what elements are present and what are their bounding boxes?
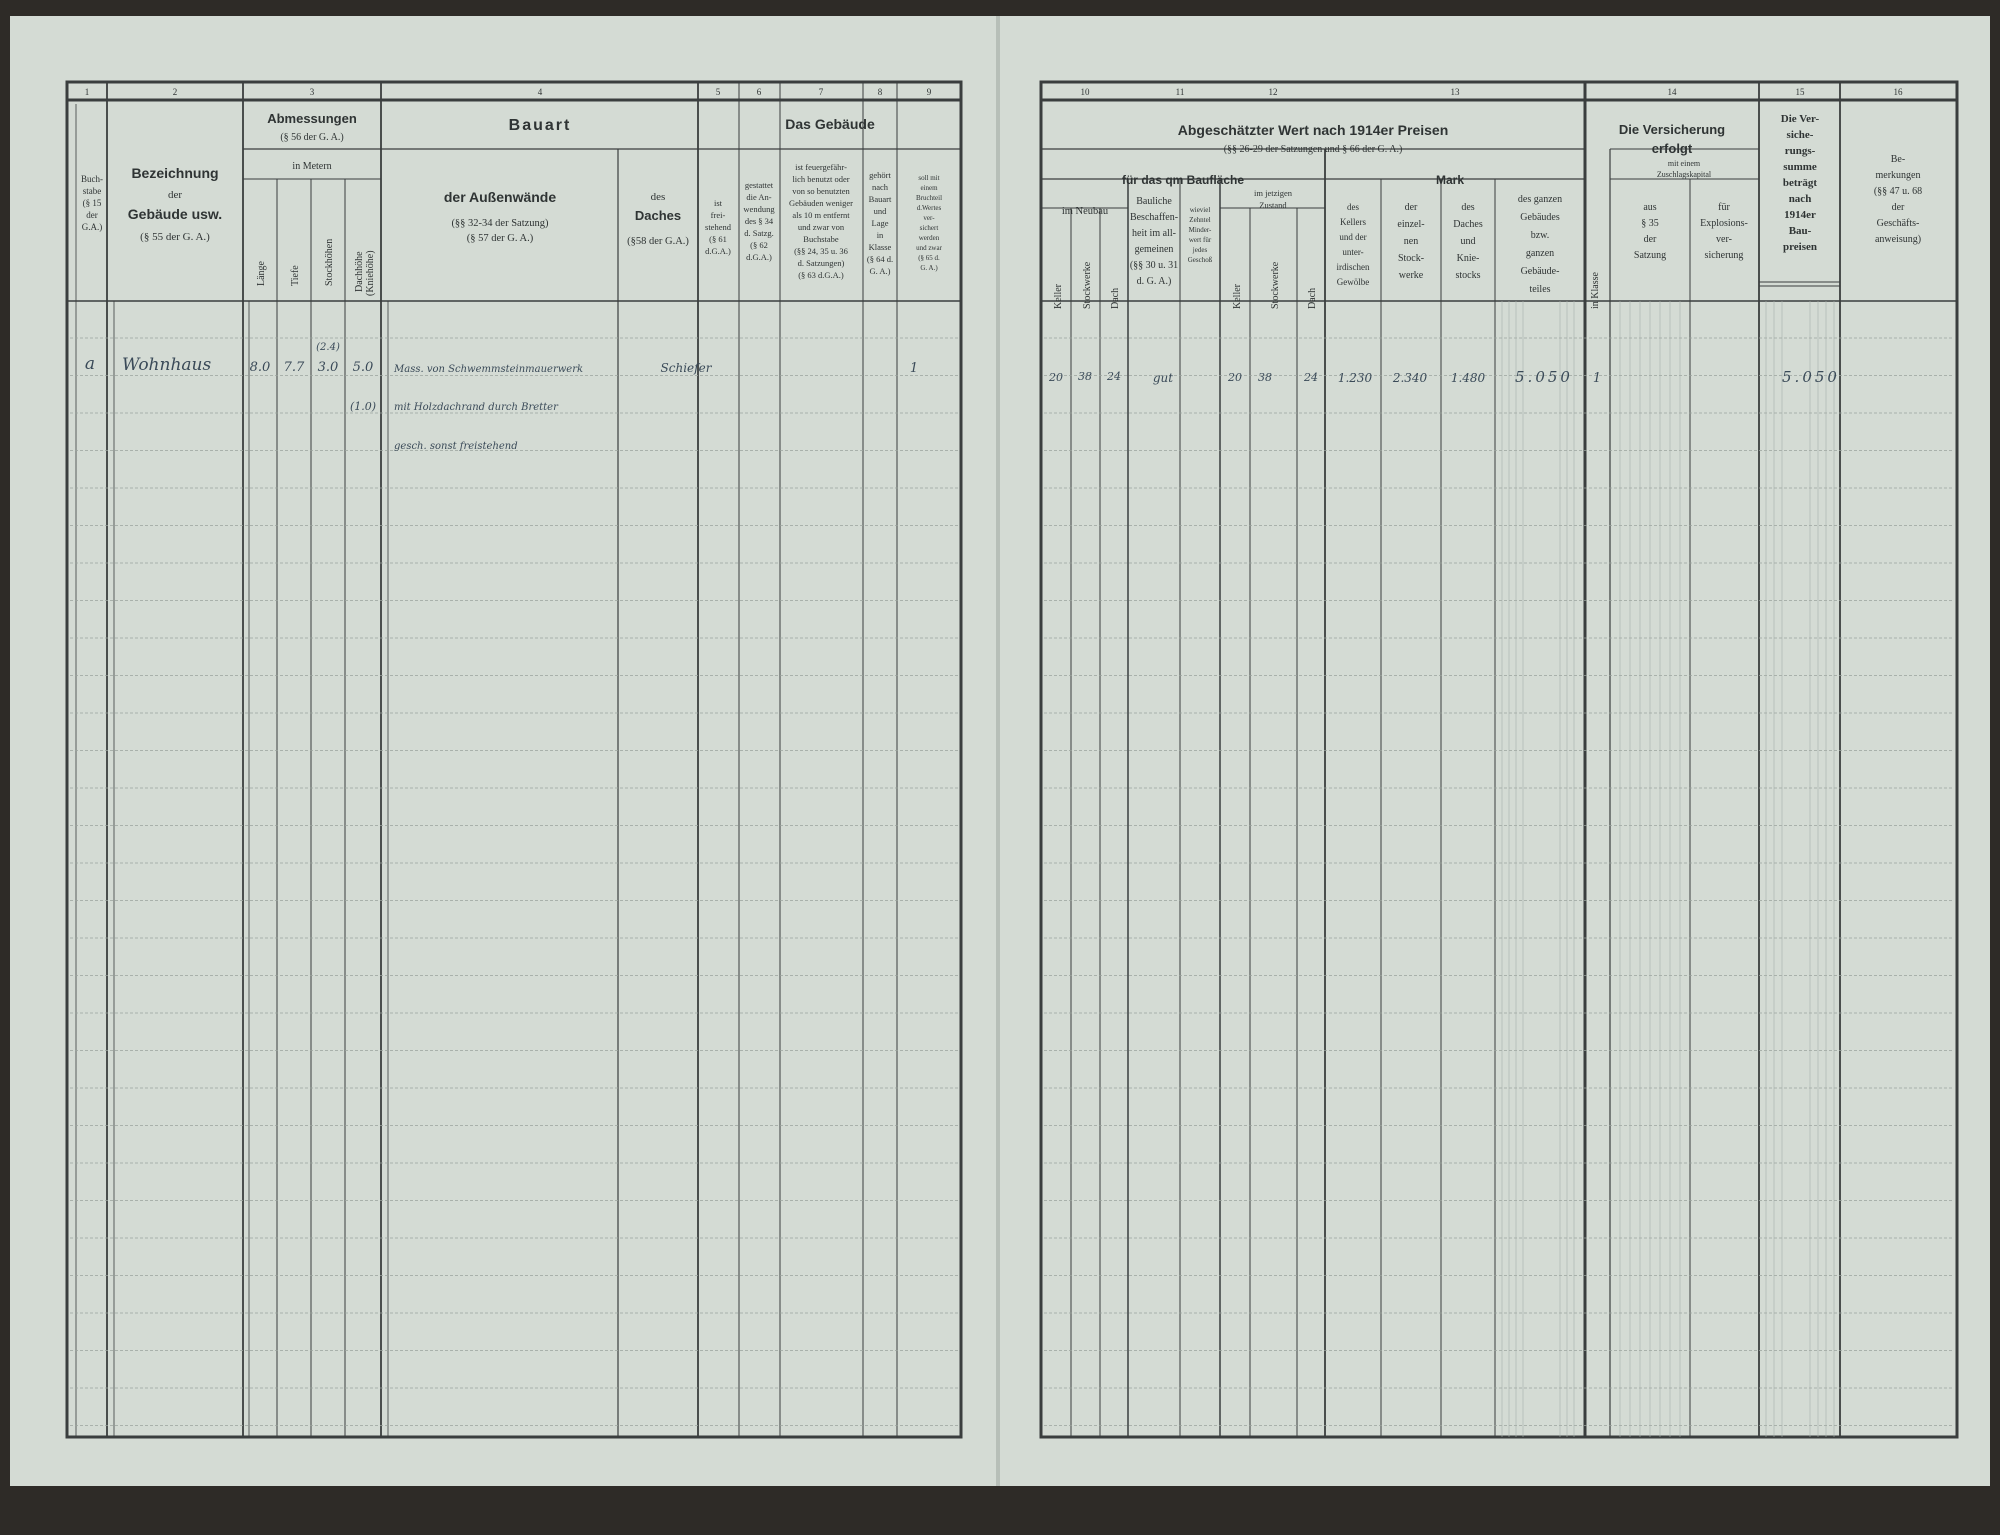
entry-summe: 5.050 xyxy=(1782,368,1840,386)
header-text: (§ 65 d. xyxy=(918,254,940,262)
entry-building-name: Wohnhaus xyxy=(122,355,212,375)
right-register-form xyxy=(1000,16,1990,1486)
header-text: d. Satzg. xyxy=(744,228,774,238)
entry-laenge: 8.0 xyxy=(249,360,271,375)
header-wert-dach xyxy=(1453,202,1483,281)
header-text: der xyxy=(1404,202,1418,213)
header-text: Gebäude- xyxy=(1520,266,1560,277)
column-numbers xyxy=(1081,87,1904,97)
left-page xyxy=(10,16,996,1486)
header-text: Explosions- xyxy=(1700,218,1748,229)
header-text: Dach xyxy=(1307,287,1318,309)
header-text: einem xyxy=(920,184,938,192)
left-register-form xyxy=(10,16,996,1486)
header-text: Die Ver- xyxy=(1780,113,1820,125)
col-number-16: 16 xyxy=(1893,87,1903,97)
header-text: Stockwerke xyxy=(1082,261,1093,309)
entry-wall-line: gesch. sonst freistehend xyxy=(394,441,518,452)
col-number-6: 6 xyxy=(756,87,762,97)
header-text: (§§ 30 u. 31 xyxy=(1129,260,1179,271)
header-text: und xyxy=(1460,236,1476,247)
header-text: in xyxy=(876,230,884,240)
header-text: werke xyxy=(1398,270,1424,281)
entry-neubau-dach: 24 xyxy=(1107,370,1121,383)
header-text: des xyxy=(1461,202,1475,213)
ruled-lines xyxy=(70,338,958,1426)
header-wert-stockwerke xyxy=(1397,202,1424,281)
header-text: wendung xyxy=(743,204,775,214)
entry-roof: Schiefer xyxy=(660,361,712,375)
entry-wall-line: Mass. von Schwemmsteinmauerwerk xyxy=(394,364,584,375)
col-number-12: 12 xyxy=(1268,87,1278,97)
col-number-8: 8 xyxy=(877,87,883,97)
header-text: des xyxy=(650,191,666,203)
header-text: sichert xyxy=(919,224,939,232)
header-text: G.A.) xyxy=(81,222,103,232)
header-text: Beschaffen- xyxy=(1129,212,1179,223)
header-text: (§ 56 der G. A.) xyxy=(280,132,344,143)
header-text: stabe xyxy=(82,186,102,196)
entry-neubau-stock: 38 xyxy=(1078,370,1092,383)
header-text: (§§ 26-29 der Satzungen und § 66 der G. A.) xyxy=(1223,144,1403,155)
header-text: ganzen xyxy=(1525,248,1555,259)
header-text: anweisung) xyxy=(1874,234,1922,245)
entry-wert-dach: 1.480 xyxy=(1450,371,1486,385)
header-text: und zwar xyxy=(916,244,942,252)
header-text: summe xyxy=(1783,161,1817,173)
header-text: nach xyxy=(871,182,889,192)
header-text: in Klasse xyxy=(1590,272,1601,309)
header-text: Dach xyxy=(1110,287,1121,309)
header-text: und der xyxy=(1339,232,1367,242)
header-text: Be- xyxy=(1890,154,1906,165)
header-text: (§§ 32-34 der Satzung) xyxy=(451,218,549,229)
header-text: G. A.) xyxy=(920,264,938,272)
header-text: und zwar von xyxy=(797,222,845,232)
entry-wall-line: mit Holzdachrand durch Bretter xyxy=(394,402,558,413)
column-numbers xyxy=(85,87,932,97)
header-das-gebaeude xyxy=(785,116,875,132)
header-text: lich benutzt oder xyxy=(792,174,850,184)
header-text: Bauart xyxy=(508,117,572,134)
header-text: Daches xyxy=(634,208,682,223)
header-text: G. A.) xyxy=(869,266,891,276)
header-wert-ganz xyxy=(1518,194,1562,295)
header-text: beträgt xyxy=(1782,177,1818,189)
header-text: nach xyxy=(1788,193,1812,205)
header-text: Stock- xyxy=(1397,253,1425,264)
header-text: Stockhöhen xyxy=(324,238,335,286)
entry-beschaffenheit: gut xyxy=(1152,371,1174,385)
col-number-2: 2 xyxy=(172,87,178,97)
header-text: der xyxy=(86,210,98,220)
header-text: Geschoß xyxy=(1187,256,1213,264)
entry-stockhoehe: 3.0 xyxy=(317,360,339,375)
header-text: Abgeschätzter Wert nach 1914er Preisen xyxy=(1177,122,1449,138)
header-text: (§ 62 xyxy=(750,240,768,250)
header-text: in Metern xyxy=(292,161,332,172)
header-text: stocks xyxy=(1455,270,1481,281)
entry-dachhoehe: 5.0 xyxy=(352,360,374,375)
header-aus-satzung xyxy=(1634,202,1666,261)
header-text: erfolgt xyxy=(1651,141,1693,156)
header-text: merkungen xyxy=(1875,170,1921,181)
col-number-15: 15 xyxy=(1795,87,1805,97)
header-text: (§§ 24, 35 u. 36 xyxy=(794,246,848,256)
header-text: (§ 64 d. xyxy=(866,254,894,264)
header-text: Satzung xyxy=(1633,250,1667,261)
col-number-1: 1 xyxy=(84,87,90,97)
header-text: im Neubau xyxy=(1061,206,1109,217)
header-text: d. G. A.) xyxy=(1136,276,1172,287)
header-text: und xyxy=(873,206,887,216)
digit-grid xyxy=(1502,301,1834,1437)
header-text: ver- xyxy=(923,214,935,222)
header-zehntel xyxy=(1188,206,1213,264)
header-text: frei- xyxy=(710,210,726,220)
header-text: unter- xyxy=(1342,247,1364,257)
header-text: siche- xyxy=(1786,129,1814,141)
entry-letter: a xyxy=(84,354,96,374)
header-text: Bruchteil xyxy=(915,194,943,202)
header-bezeichnung xyxy=(128,165,222,243)
header-text: ver- xyxy=(1716,234,1732,245)
header-zuschlag xyxy=(1657,159,1712,179)
entry-tiefe: 7.7 xyxy=(283,360,305,375)
header-text: Gebäudes xyxy=(1520,212,1560,223)
header-text: Bauart xyxy=(868,194,892,204)
header-text: aus xyxy=(1643,202,1657,213)
col-number-4: 4 xyxy=(537,87,543,97)
header-jetziger-zustand xyxy=(1254,188,1293,210)
header-text: irdischen xyxy=(1336,262,1370,272)
header-text: Gewölbe xyxy=(1336,277,1370,287)
header-text: Bauliche xyxy=(1136,196,1172,207)
header-text: Knie- xyxy=(1456,253,1480,264)
col-number-3: 3 xyxy=(309,87,315,97)
header-explosion xyxy=(1700,202,1748,261)
header-bemerkungen xyxy=(1874,154,1922,245)
header-text: wieviel xyxy=(1189,206,1211,214)
header-text: die An- xyxy=(746,192,772,202)
header-text: stehend xyxy=(705,222,731,232)
col-number-7: 7 xyxy=(818,87,824,97)
entry-jetzt-dach: 24 xyxy=(1304,371,1318,384)
header-text: Geschäfts- xyxy=(1876,218,1920,229)
entry-klasse: 1 xyxy=(909,361,919,376)
header-text: der xyxy=(1891,202,1905,213)
header-text: Minder- xyxy=(1188,226,1212,234)
entry-wert-stock: 2.340 xyxy=(1392,371,1428,385)
header-text: der xyxy=(1643,234,1657,245)
header-text: nen xyxy=(1403,236,1419,247)
header-text: Buchstabe xyxy=(803,234,839,244)
header-wert-keller xyxy=(1337,202,1370,287)
header-text: sicherung xyxy=(1704,250,1744,261)
header-abmessungen xyxy=(256,111,376,296)
header-text: für das qm Baufläche xyxy=(1121,173,1245,187)
header-text: gemeinen xyxy=(1134,244,1174,255)
header-text: Tiefe xyxy=(290,265,301,286)
header-text: Mark xyxy=(1435,173,1465,187)
header-text: d.Wertes xyxy=(916,204,942,212)
header-text: von so benutzten xyxy=(792,186,850,196)
header-text: Gebäude usw. xyxy=(127,206,223,222)
header-text: preisen xyxy=(1782,241,1818,253)
header-text: jedes xyxy=(1192,246,1208,254)
header-text: ist xyxy=(713,198,723,208)
entry-wert-ganz: 5.050 xyxy=(1515,368,1573,386)
col-number-5: 5 xyxy=(715,87,721,97)
header-text: (§ 61 xyxy=(709,234,727,244)
header-text: im jetzigen xyxy=(1253,188,1293,198)
header-text: d. Satzungen) xyxy=(797,258,845,268)
header-text: rungs- xyxy=(1784,145,1816,157)
header-text: Dachhöhe xyxy=(354,251,365,292)
header-text: d.G.A.) xyxy=(705,246,731,256)
handwritten-entry xyxy=(1048,368,1840,386)
header-text: Zehntel xyxy=(1189,216,1211,224)
header-text: soll mit xyxy=(918,174,940,182)
header-anwendung xyxy=(743,180,775,262)
header-text: gehört xyxy=(869,170,891,180)
header-text: mit einem xyxy=(1667,159,1701,168)
header-text: Stockwerke xyxy=(1270,261,1281,309)
header-text: der xyxy=(167,189,183,201)
header-text: Die Versicherung xyxy=(1618,122,1726,137)
header-text: Keller xyxy=(1053,284,1064,309)
col-number-9: 9 xyxy=(926,87,932,97)
header-text: Zuschlagskapital xyxy=(1656,170,1712,179)
header-text: für xyxy=(1718,202,1730,213)
col-number-13: 13 xyxy=(1450,87,1460,97)
entry-wert-keller: 1.230 xyxy=(1337,371,1373,385)
header-text: (§ 57 der G. A.) xyxy=(466,233,534,244)
header-text: als 10 m entfernt xyxy=(792,210,850,220)
col-number-14: 14 xyxy=(1667,87,1677,97)
header-freistehend xyxy=(705,198,732,256)
header-text: Länge xyxy=(256,261,267,286)
header-text: des ganzen xyxy=(1517,194,1563,205)
header-text: des xyxy=(1347,202,1359,212)
header-bruchteil xyxy=(916,174,943,272)
right-page xyxy=(1000,16,1990,1486)
header-text: (§ 15 xyxy=(82,198,102,208)
entry-kniehoehe: (1.0) xyxy=(349,400,377,413)
header-text: 1914er xyxy=(1784,209,1816,221)
header-text: (§§ 47 u. 68 xyxy=(1873,186,1923,197)
header-versicherungssumme xyxy=(1781,113,1820,253)
header-text: Kellers xyxy=(1340,217,1366,227)
header-text: wert für xyxy=(1188,236,1212,244)
header-text: gestattet xyxy=(744,180,774,190)
header-feuergefaehrlich xyxy=(789,162,853,280)
header-text: bzw. xyxy=(1530,230,1550,241)
header-bauart xyxy=(444,117,690,247)
header-text: der Außenwände xyxy=(443,189,557,205)
header-text: einzel- xyxy=(1397,219,1425,230)
entry-klasse: 1 xyxy=(1592,371,1602,386)
header-text: § 35 xyxy=(1641,218,1659,229)
header-text: Klasse xyxy=(868,242,892,252)
header-text: Lage xyxy=(871,218,889,228)
header-text: Buch- xyxy=(81,174,103,184)
col-number-11: 11 xyxy=(1175,87,1185,97)
entry-jetzt-stock: 38 xyxy=(1258,371,1272,384)
entry-jetzt-keller: 20 xyxy=(1228,371,1242,384)
header-text: heit im all- xyxy=(1132,228,1176,239)
header-text: Gebäuden weniger xyxy=(789,198,853,208)
header-text: (Kniehöhe) xyxy=(365,250,376,296)
header-text: Bau- xyxy=(1788,225,1812,237)
header-text: werden xyxy=(918,234,940,242)
header-text: Keller xyxy=(1232,284,1243,309)
header-text: Abmessungen xyxy=(267,111,357,126)
header-text: des § 34 xyxy=(744,216,774,226)
entry-neubau-keller: 20 xyxy=(1049,371,1063,384)
handwritten-entry xyxy=(85,342,918,452)
header-text: (§ 63 d.G.A.) xyxy=(798,270,844,280)
header-text: (§ 55 der G. A.) xyxy=(140,231,210,243)
header-text: ist feuergefähr- xyxy=(795,162,847,172)
header-text: Zustand xyxy=(1259,200,1287,210)
header-text: Bezeichnung xyxy=(131,165,219,181)
header-text: Das Gebäude xyxy=(785,116,875,132)
header-text: d.G.A.) xyxy=(746,252,772,262)
header-klasse xyxy=(867,170,893,276)
col-number-10: 10 xyxy=(1080,87,1090,97)
entry-stockhoehe-note: (2.4) xyxy=(316,342,340,353)
header-text: Daches xyxy=(1453,219,1483,230)
header-text: teiles xyxy=(1529,284,1551,295)
header-bauliche-beschaffenheit xyxy=(1130,196,1178,287)
header-text: (§58 der G.A.) xyxy=(627,236,689,247)
header-buchstabe xyxy=(81,174,103,232)
